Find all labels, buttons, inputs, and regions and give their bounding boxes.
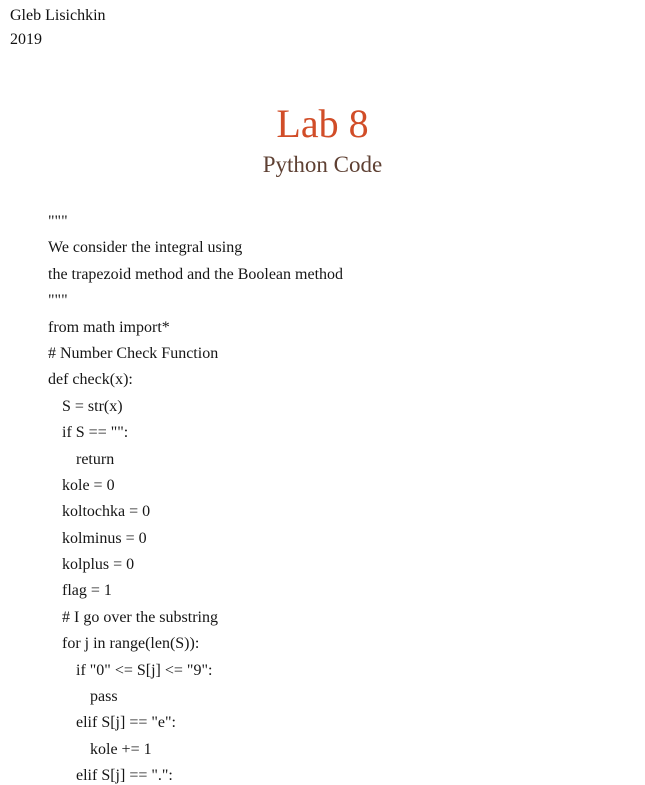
- code-line: kole += 1: [90, 740, 152, 758]
- code-block: [48, 209, 635, 785]
- code-line: for j in range(len(S)):: [62, 635, 200, 653]
- code-line: kolminus = 0: [62, 529, 147, 547]
- code-line: flag = 1: [62, 582, 112, 600]
- title-block: [0, 100, 645, 180]
- code-line: pass: [90, 688, 118, 706]
- code-line: """: [48, 292, 68, 310]
- code-line: koltochka = 0: [62, 503, 151, 521]
- code-line: if S == "":: [62, 424, 129, 442]
- code-line: # Number Check Function: [48, 344, 219, 362]
- code-line: elif S[j] == "e":: [76, 714, 176, 732]
- code-line: """: [48, 213, 68, 230]
- page-title: Lab 8: [276, 101, 369, 146]
- code-line: kole = 0: [62, 476, 115, 494]
- code-line: elif S[j] == ".":: [76, 767, 173, 785]
- author-name: Gleb Lisichkin: [10, 7, 106, 24]
- code-line: the trapezoid method and the Boolean method: [48, 265, 344, 283]
- code-line: S = str(x): [62, 397, 123, 415]
- code-line: from math import*: [48, 318, 170, 336]
- page-subtitle: Python Code: [262, 152, 383, 177]
- code-line: We consider the integral using: [48, 239, 243, 257]
- code-line: if "0" <= S[j] <= "9":: [76, 661, 213, 679]
- code-line: kolplus = 0: [62, 556, 135, 574]
- year: 2019: [10, 31, 42, 48]
- document-header: [10, 4, 106, 52]
- code-line: def check(x):: [48, 371, 133, 389]
- code-line: return: [76, 450, 115, 468]
- code-line: # I go over the substring: [62, 608, 218, 626]
